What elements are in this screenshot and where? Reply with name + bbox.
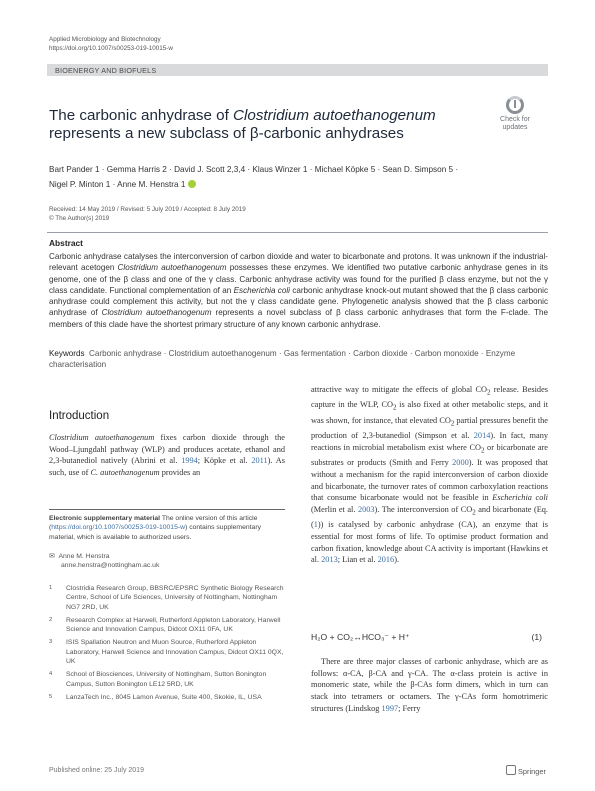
equation-link[interactable]: 1 (313, 520, 318, 530)
history-dates: Received: 14 May 2019 / Revised: 5 July 2019 / Accepted: 8 July 2019 (49, 206, 246, 213)
section-label: BIOENERGY AND BIOFUELS (55, 66, 157, 75)
article-title (49, 107, 489, 143)
introduction-heading: Introduction (49, 410, 110, 422)
affiliation-item: 2 Research Complex at Harwell, Rutherford Appleton Laboratory, Harwell Science and Innovation Campus, Didcot OX11 0FA, UK (49, 616, 281, 634)
authors-line2-wrap (49, 177, 549, 192)
citation-link[interactable]: 2013 (321, 555, 338, 565)
body-paragraph-col2: attractive way to mitigate the effects of global $CO_2$ release. Besides capture in the WLP, $CO_2$ is also fixed at other metabolic steps, and it was shown, for instance, that elevated $CO_2$ partial pressures benefit the production of 2,3-butanediol (Simpson et al. 2014). In fact, many reactions in microbial metabolism exist where $CO_2$ or bicarbonate are substrates or products (Smith and Ferry 2000). It was proposed that without a mechanism for the rapid interconversion of carbon dioxide and bicarbonate, the turnover rates of common carboxylation reactions that consume bicarbonate would not be feasible in Escherichia coli (Merlin et al. 2003). The interconversion of $CO_2$ and bicarbonate (Eq. (1)) is catalysed by carbonic anhydrase (CA), an enzyme that is essential for most forms of life. To optimise product formation and carbon fixation, knowledge about CA activity is important (Hawkins et al. 2013; Lian et al. 2016). (311, 385, 549, 565)
equation-text: H₂O + CO₂↔HCO₃⁻ + H⁺ (311, 632, 410, 642)
supplementary-label: Electronic supplementary material (49, 515, 161, 522)
update-check-icon (506, 96, 524, 114)
citation-link[interactable]: 2000 (452, 458, 469, 468)
publisher-name: Springer (518, 767, 546, 776)
keywords-label: Keywords (49, 349, 85, 358)
corresponding-email[interactable]: anne.henstra@nottingham.ac.uk (61, 562, 160, 570)
authors-line1[interactable]: Bart Pander 1 · Gemma Harris 2 · David J. Scott 2,3,4 · Klaus Winzer 1 · Michael Köpke 5 · Sean D. Simpson 5 · (49, 165, 459, 174)
citation-link[interactable]: 1997 (381, 703, 399, 713)
article-dates (49, 206, 246, 223)
affiliation-item: 1 Clostridia Research Group, BBSRC/EPSRC Synthetic Biology Research Centre, School of Life Sciences, University of Nottingham, Nottingham NG7 2RD, UK (49, 585, 284, 611)
citation-link[interactable]: 2011 (251, 456, 268, 466)
title-part1: The carbonic anhydrase of (49, 107, 234, 124)
affiliations (49, 584, 285, 706)
citation-link[interactable]: 2016 (377, 555, 395, 565)
keywords-text: Carbonic anhydrase · Clostridium autoethanogenum · Gas fermentation · Carbon dioxide · Carbon monoxide · Enzyme characterisation (49, 349, 516, 370)
published-online: Published online: 25 July 2019 (49, 767, 144, 774)
badge-line2: updates (502, 123, 528, 131)
publisher-logo (506, 765, 546, 776)
check-for-updates-badge[interactable] (490, 96, 540, 131)
equation-1 (311, 632, 548, 643)
mail-icon: ✉ (49, 553, 55, 560)
keywords (49, 348, 548, 371)
citation-link[interactable]: 1994 (181, 456, 198, 466)
divider (47, 232, 548, 233)
authors-line2[interactable]: Nigel P. Minton 1 · Anne M. Henstra 1 (49, 180, 186, 189)
body-paragraph-col3: There are three major classes of carbonic anhydrase, which are as follows: α-CA, β-CA and γ-CA. The α-class protein is active in monomeric state, while the β-CAs form dimers, which in turn can stack into tetramers or octamers. The γ-CAs form homotrimeric structures (Lindskog 1997; Ferry (311, 657, 548, 713)
supplementary-link[interactable]: https://doi.org/10.1007/s00253-019-10015-w (51, 524, 186, 532)
author-list (49, 162, 549, 192)
title-italic: Clostridium autoethanogenum (233, 107, 436, 124)
journal-doi[interactable]: https://doi.org/10.1007/s00253-019-10015-w (49, 44, 173, 52)
copyright: © The Author(s) 2019 (49, 214, 110, 222)
intro-paragraph: Clostridium autoethanogenum fixes carbon dioxide through the Wood–Ljungdahl pathway (WLP) and produces acetate, ethanol and 2,3-butanediol natively (Abrini et al. 1994; Köpke et al. 2011). As such, use of C. autoethanogenum provides an (49, 433, 285, 478)
citation-link[interactable]: 2003 (357, 504, 375, 514)
abstract-text: Carbonic anhydrase catalyses the interconversion of carbon dioxide and water to bicarbonate and protons. It was unknown if the industrial-relevant acetogen Clostridium autoethanogenum possesses these enzymes. We identified two putative carbonic anhydrase genes in its genome, one of the β class and one of the γ class. Carbonic anhydrase activity was found for the purified β class enzyme, but not the γ class candidate. Functional complementation of an Escherichia coli carbonic anhydrase knock-out mutant showed that the β class carbonic anhydrase could complement this activity, but not the γ class candidate gene. Phylogenetic analysis showed that the β class carbonic anhydrase of Clostridium autoethanogenum represents a novel subclass of β class carbonic anhydrases that form the F-clade. The members of this clade have the shortest primary structure of any known carbonic anhydrase. (49, 252, 549, 329)
equation-number: (1) (531, 632, 542, 642)
springer-horse-icon (506, 765, 516, 775)
badge-line1: Check for (500, 116, 530, 123)
journal-header (49, 36, 173, 53)
orcid-icon[interactable] (188, 180, 196, 188)
supplementary-note: Electronic supplementary material The online version of this article (https://doi.org/10.1007/s00253-019-10015-w) contains supplementary material, which is available to authorized users. (49, 509, 285, 542)
section-band (47, 64, 548, 76)
abstract-heading: Abstract (49, 238, 83, 248)
corresponding-author: Anne M. Henstra (58, 553, 110, 560)
affiliation-item: 3 ISIS Spallation Neutron and Muon Source, Rutherford Appleton Laboratory, Harwell Science and Innovation Campus, Didcot OX11 0QX, UK (49, 639, 284, 666)
affiliation-item: 5 LanzaTech Inc., 8045 Lamon Avenue, Suite 400, Skokie, IL, USA (49, 693, 262, 701)
correspondence (49, 552, 285, 571)
affiliation-item: 4 School of Biosciences, University of Nottingham, Sutton Bonington Campus, Sutton Bonington LE12 5RD, UK (49, 671, 267, 688)
title-part2: represents a new subclass of β-carbonic anhydrases (49, 125, 404, 142)
journal-name: Applied Microbiology and Biotechnology (49, 36, 161, 43)
citation-link[interactable]: 2014 (473, 431, 491, 441)
